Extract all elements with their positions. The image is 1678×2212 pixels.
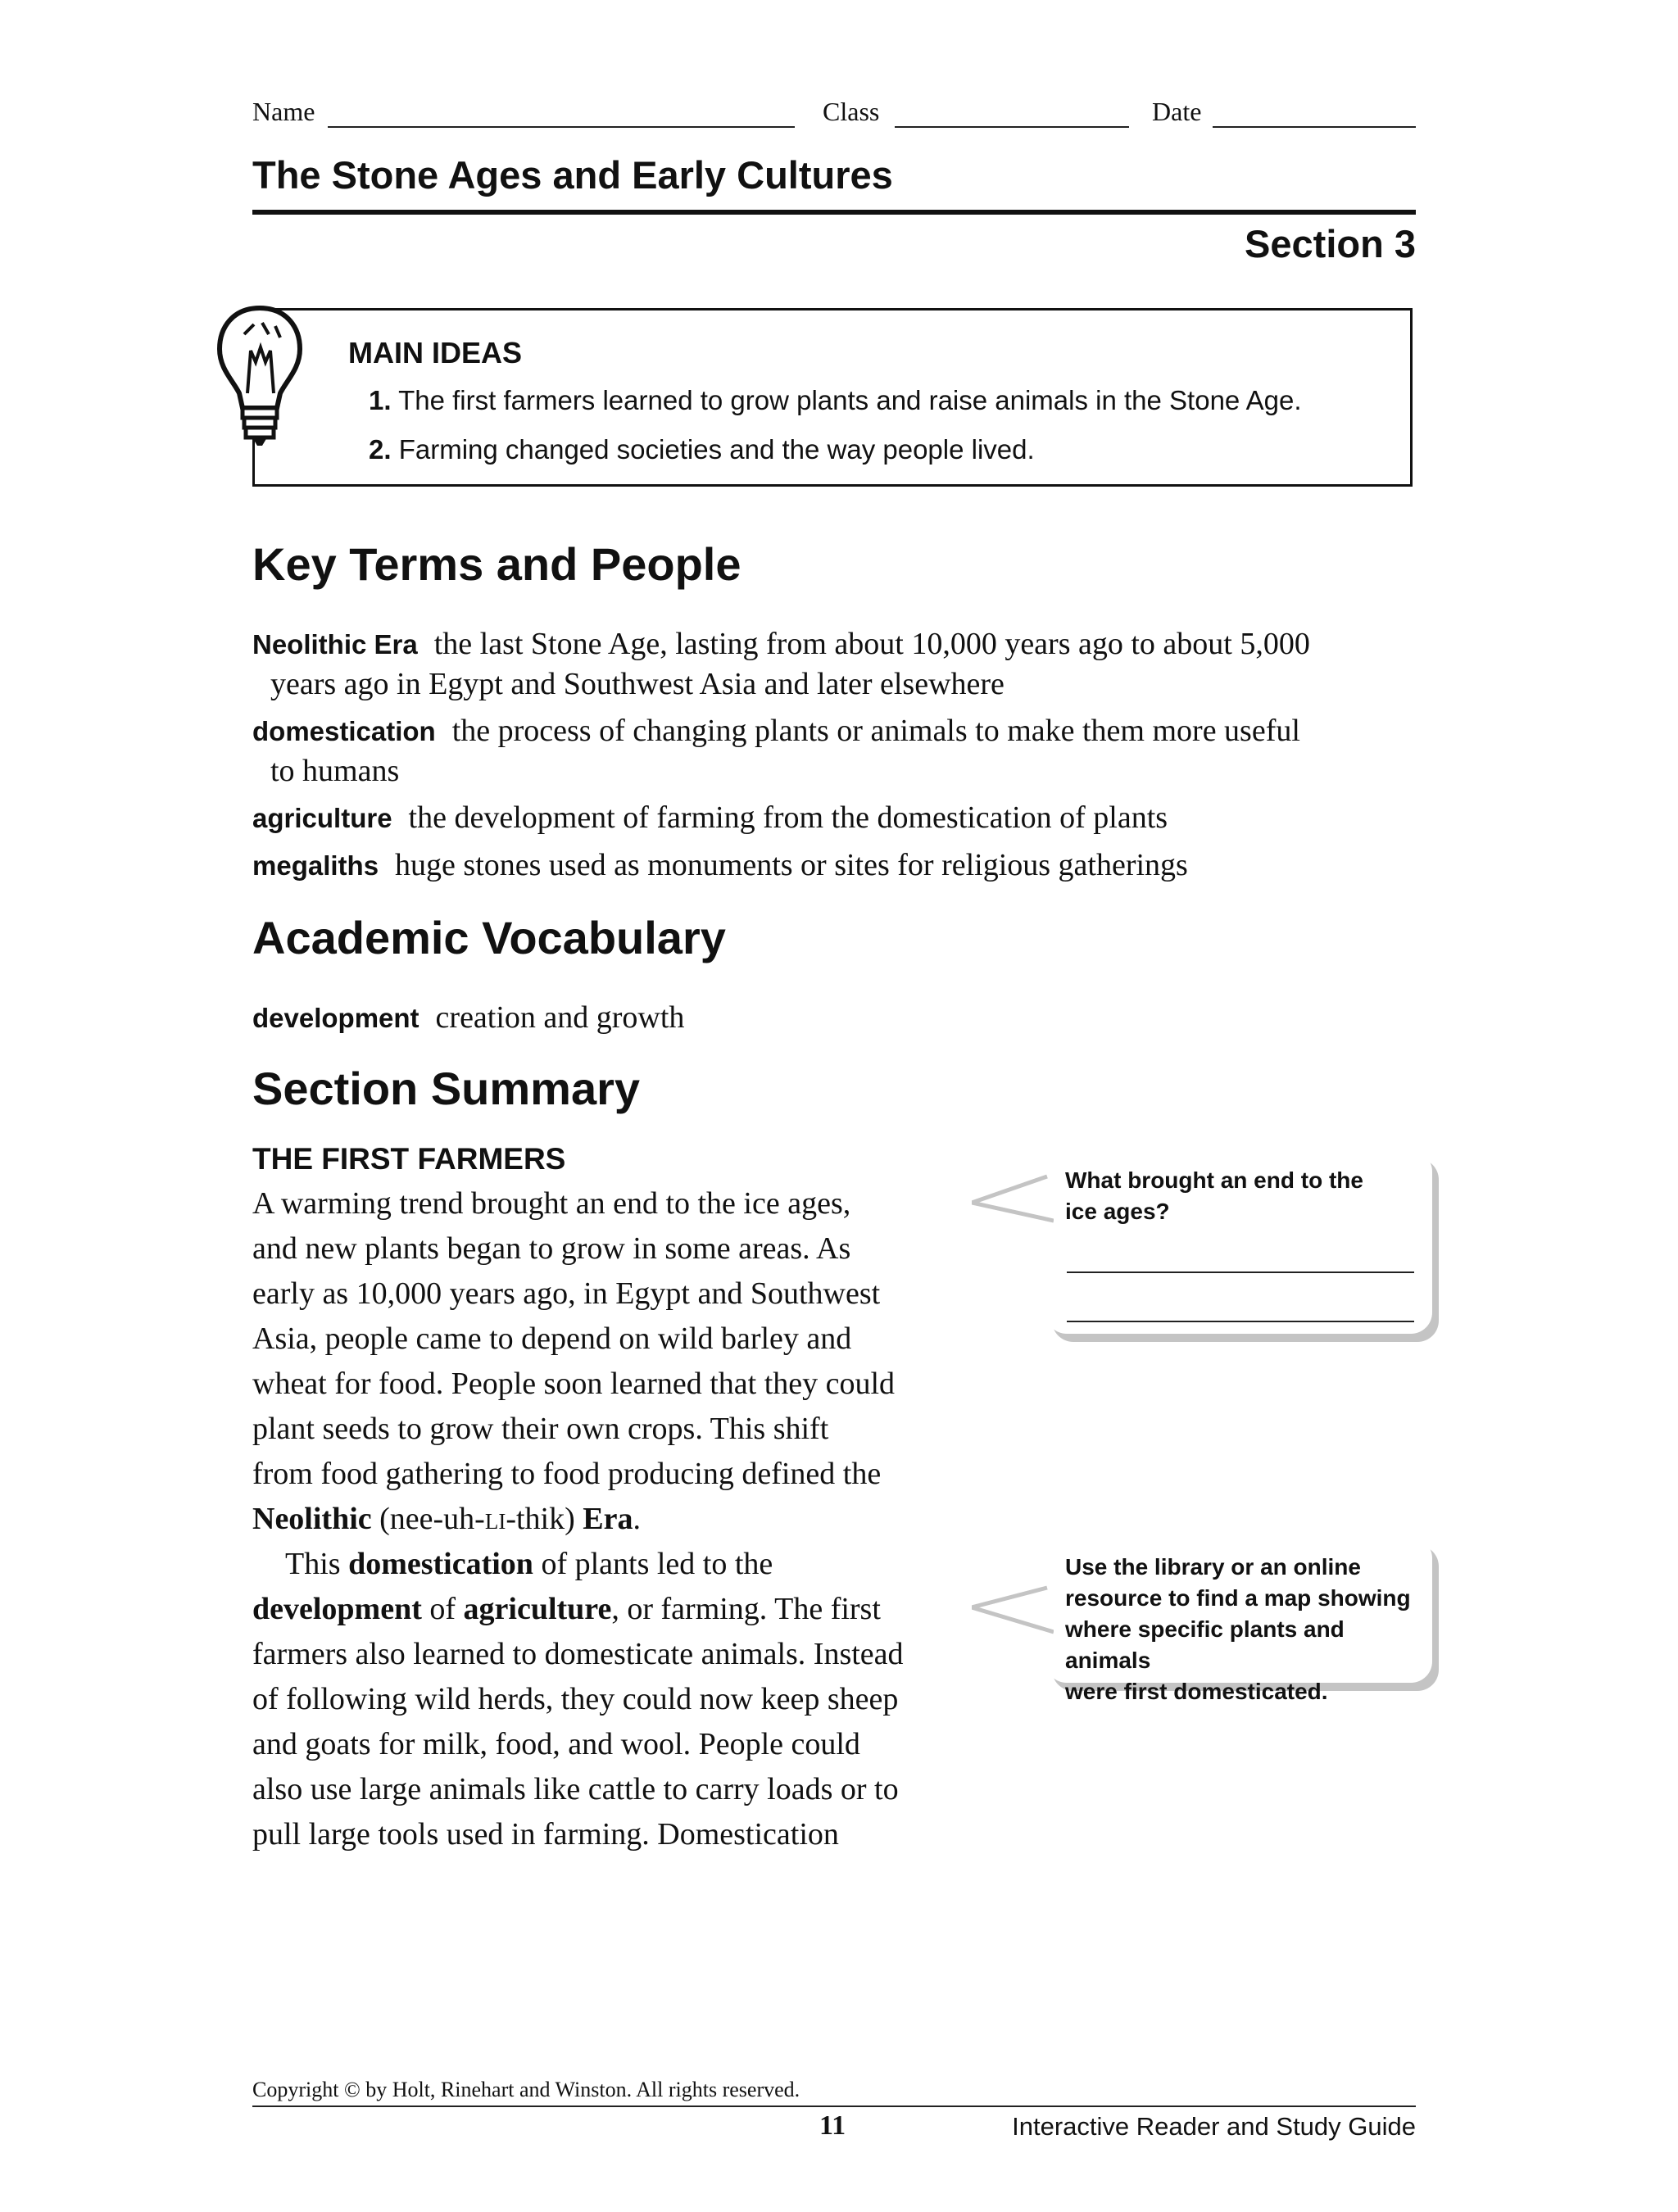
main-ideas-heading: MAIN IDEAS [348, 336, 523, 369]
header-fields [252, 97, 1416, 129]
callout-text: were first domesticated. [1065, 1679, 1328, 1704]
bold-term: Neolithic [252, 1502, 372, 1536]
term-definition: huge stones used as monuments or sites for religious gatherings [395, 848, 1188, 882]
summary-line: early as 10,000 years ago, in Egypt and Southwest [252, 1276, 881, 1311]
term-definition: the development of farming from the domestication of plants [408, 800, 1168, 835]
summary-line: Asia, people came to depend on wild barley and [252, 1321, 852, 1356]
callout-text: What brought an end to the [1065, 1167, 1363, 1193]
summary-line: and goats for milk, food, and wool. People could [252, 1727, 860, 1761]
summary-line [252, 1497, 973, 1542]
term-definition: the last Stone Age, lasting from about 10,000 years ago to about 5,000 [433, 627, 1310, 661]
bold-term: agriculture [463, 1592, 612, 1626]
term-word: domestication [252, 716, 436, 746]
class-field[interactable] [895, 126, 1129, 128]
summary-line: farmers also learned to domesticate animals. Instead [252, 1637, 904, 1671]
term-definition: the process of changing plants or animals to make them more useful [451, 714, 1300, 748]
text-run: , or farming. The first [611, 1592, 881, 1626]
main-idea-item [369, 385, 1302, 416]
lightbulb-icon [215, 301, 305, 449]
summary-line: plant seeds to grow their own crops. This shift [252, 1412, 829, 1446]
term-definition: creation and growth [435, 1000, 685, 1035]
callout-text: Use the library or an online [1065, 1554, 1361, 1580]
bold-term: development [252, 1592, 422, 1626]
pronunciation: -thik) [506, 1502, 583, 1536]
pronunciation: (nee-uh- [371, 1502, 485, 1536]
date-field[interactable] [1213, 126, 1416, 128]
section-summary-heading: Section Summary [252, 1063, 641, 1114]
text-run: of plants led to the [533, 1547, 773, 1581]
summary-line [252, 1587, 973, 1632]
guide-title: Interactive Reader and Study Guide [1012, 2112, 1416, 2141]
term-entry [252, 711, 1416, 791]
term-word: development [252, 1003, 420, 1033]
class-label: Class [823, 97, 880, 126]
callout-text: resource to find a map showing [1065, 1585, 1411, 1611]
callout-text: where specific plants and animals [1065, 1616, 1345, 1673]
main-idea-number: 1. [369, 385, 392, 415]
date-label: Date [1152, 97, 1202, 126]
main-idea-text: Farming changed societies and the way people lived. [398, 434, 1035, 465]
term-entry [252, 845, 1416, 886]
text-run: of [421, 1592, 464, 1626]
summary-line: of following wild herds, they could now keep sheep [252, 1682, 899, 1716]
summary-line: and new plants began to grow in some areas. As [252, 1231, 851, 1266]
term-word: agriculture [252, 803, 392, 833]
summary-text [252, 1181, 973, 1857]
summary-line [252, 1542, 973, 1587]
main-idea-number: 2. [369, 434, 392, 465]
activity-callout [1045, 1537, 1432, 1704]
section-label: Section 3 [1245, 222, 1416, 265]
callout-text: ice ages? [1065, 1199, 1170, 1224]
vocab-entry [252, 998, 1416, 1038]
bold-term: Era [583, 1502, 633, 1536]
summary-line: pull large tools used in farming. Domestication [252, 1817, 839, 1852]
summary-line: wheat for food. People soon learned that they could [252, 1367, 896, 1401]
summary-line: also use large animals like cattle to carry loads or to [252, 1772, 899, 1806]
key-terms-heading: Key Terms and People [252, 538, 741, 590]
summary-line: from food gathering to food producing defined the [252, 1457, 882, 1491]
punctuation: . [633, 1502, 641, 1536]
academic-vocabulary-heading: Academic Vocabulary [252, 912, 726, 963]
term-word: megaliths [252, 850, 379, 881]
answer-line[interactable] [1067, 1271, 1414, 1273]
main-idea-item [369, 434, 1035, 465]
term-definition-cont: years ago in Egypt and Southwest Asia and later elsewhere [270, 667, 1005, 701]
summary-subheading: THE FIRST FARMERS [252, 1142, 566, 1176]
callout-pointer [972, 1170, 1054, 1227]
text-run: This [285, 1547, 349, 1581]
summary-line: A warming trend brought an end to the ice ages, [252, 1186, 851, 1221]
question-callout [1045, 1150, 1432, 1334]
title-divider [252, 210, 1416, 215]
footer-divider [252, 2105, 1416, 2107]
page-title: The Stone Ages and Early Cultures [252, 153, 893, 197]
name-field[interactable] [328, 126, 795, 128]
pronunciation-stress: li [484, 1502, 506, 1536]
bold-term: domestication [348, 1547, 533, 1581]
term-entry [252, 798, 1416, 838]
main-idea-text: The first farmers learned to grow plants and raise animals in the Stone Age. [398, 385, 1302, 415]
term-word: Neolithic Era [252, 629, 418, 660]
term-definition-cont: to humans [270, 754, 400, 788]
answer-line[interactable] [1067, 1321, 1414, 1322]
term-entry [252, 624, 1416, 704]
name-label: Name [252, 97, 315, 126]
copyright-notice: Copyright © by Holt, Rinehart and Winston. All rights reserved. [252, 2078, 800, 2101]
callout-pointer [972, 1581, 1054, 1639]
page-number: 11 [819, 2110, 846, 2141]
